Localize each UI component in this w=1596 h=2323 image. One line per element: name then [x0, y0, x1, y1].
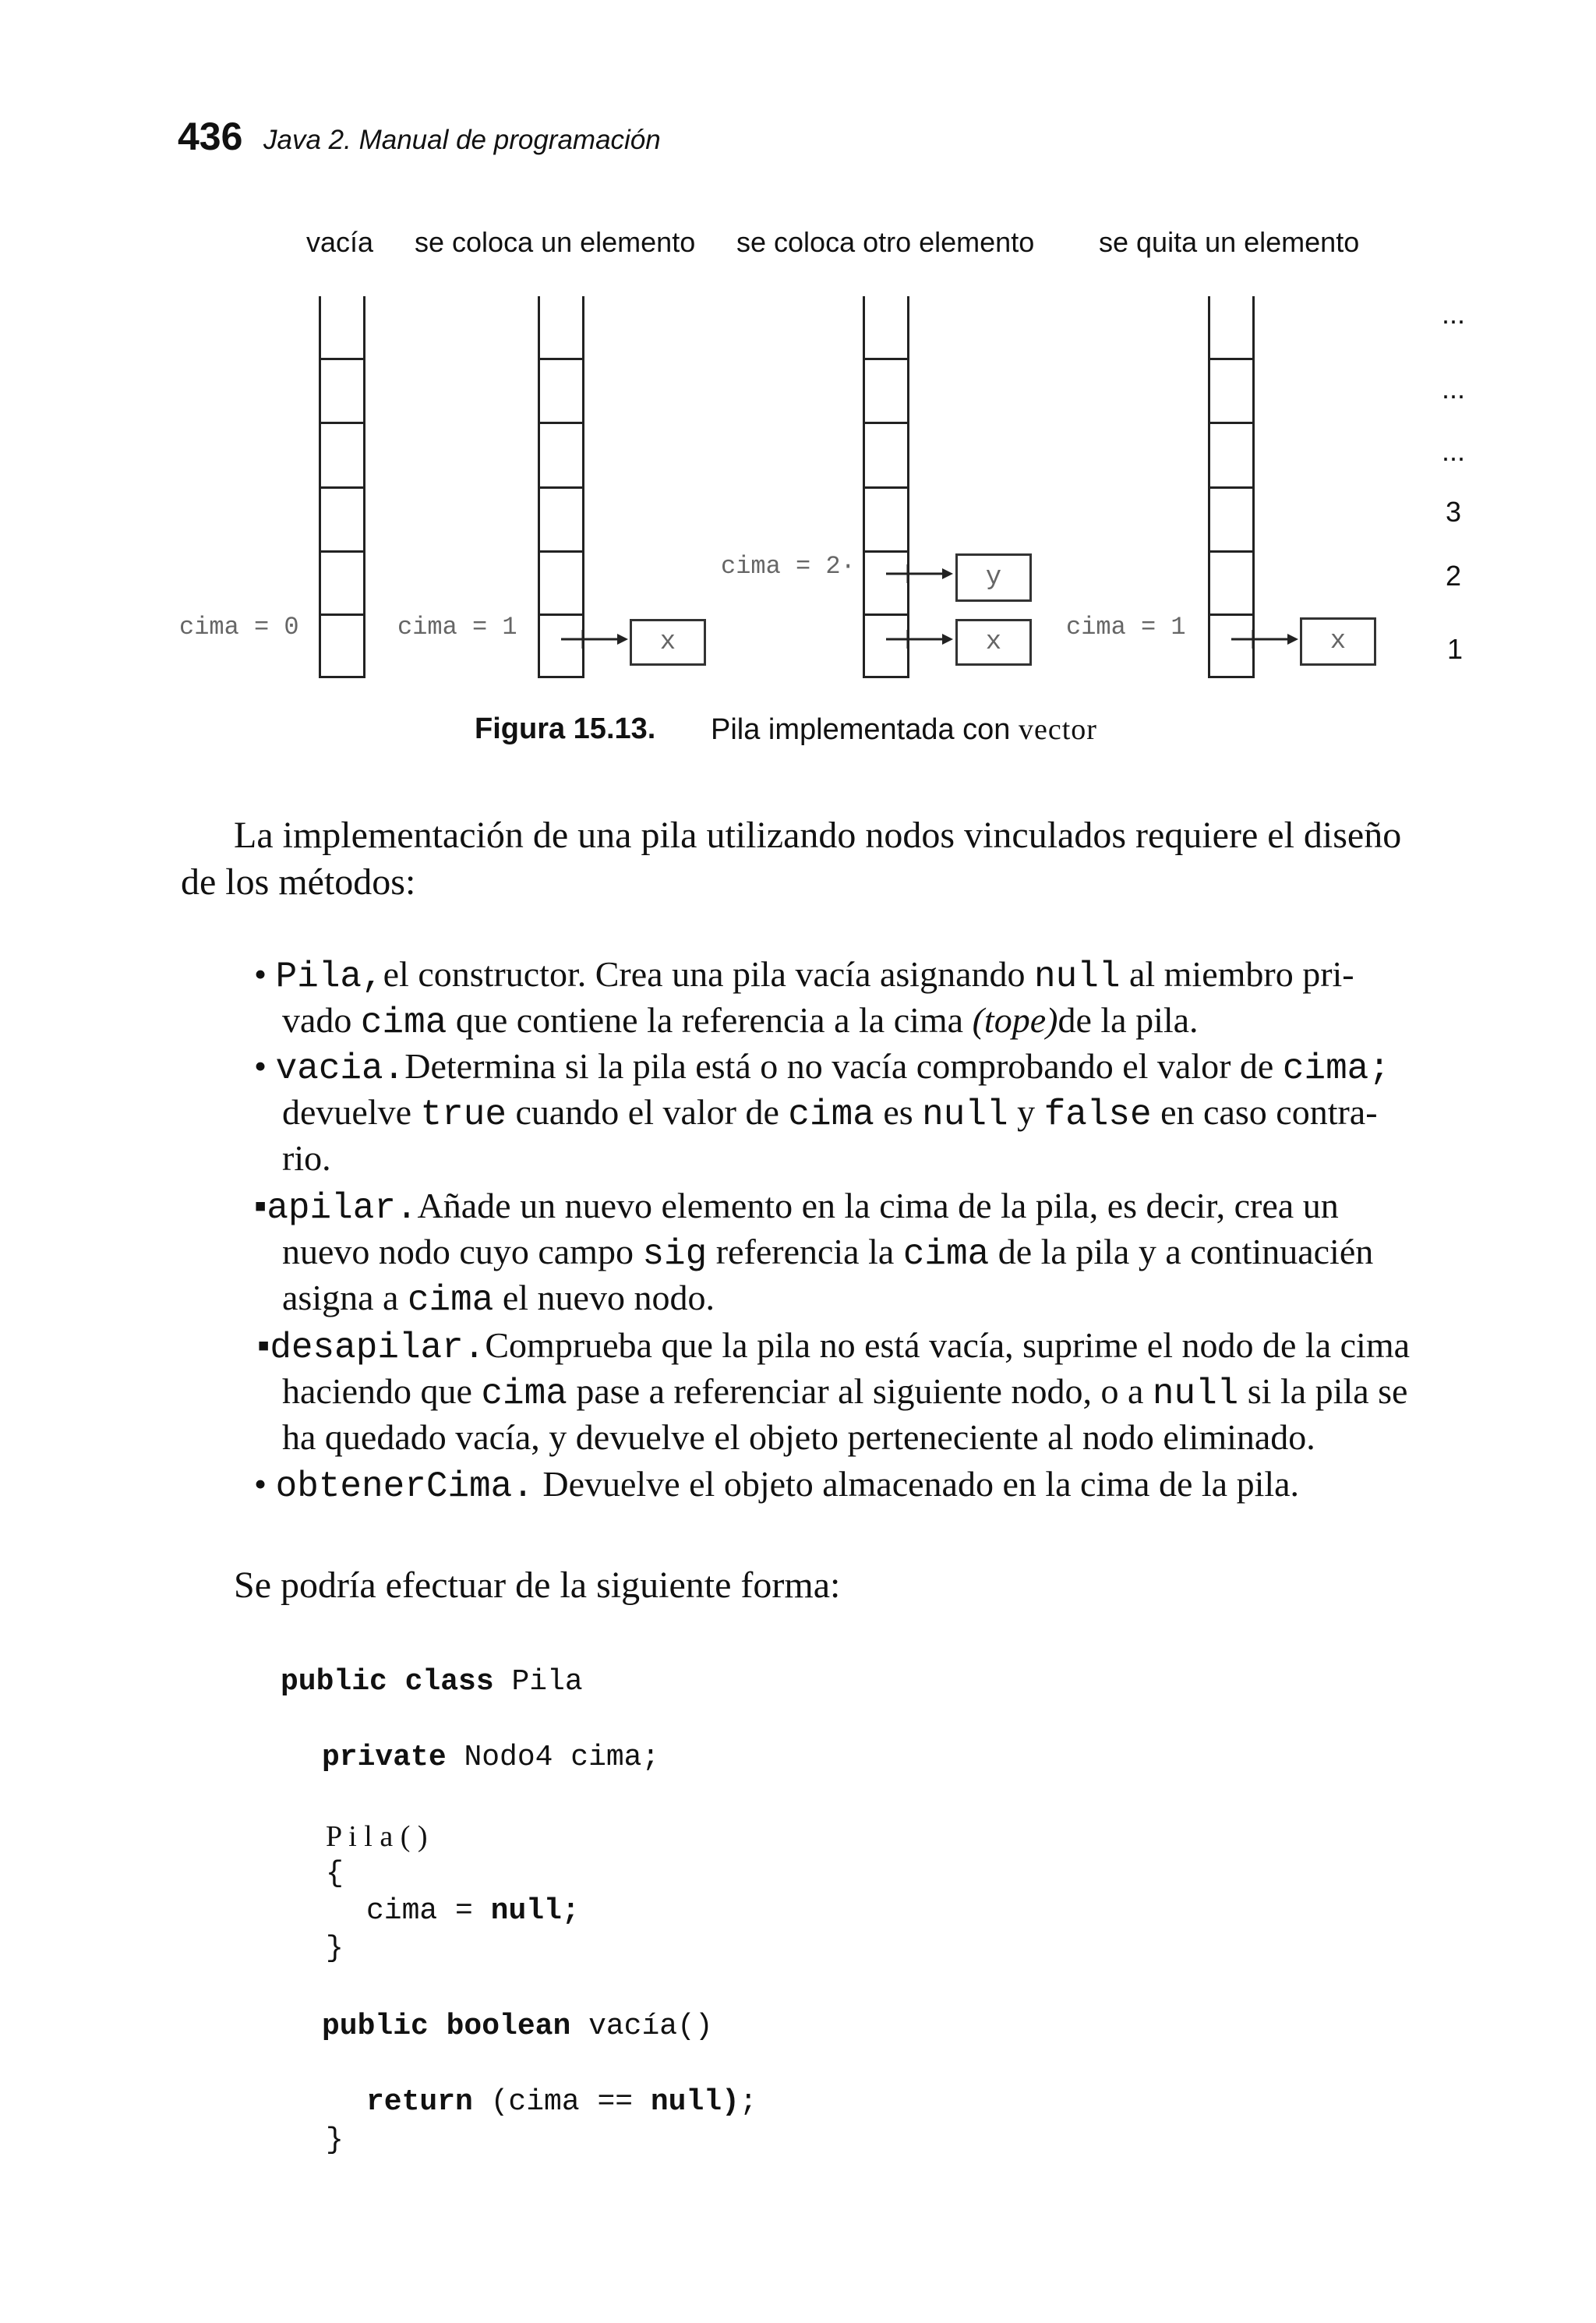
- bullet-apilar-line-3: asigna a cima el nuevo nodo.: [282, 1278, 715, 1321]
- index-label: 1: [1447, 633, 1464, 665]
- index-label: 2: [1446, 560, 1462, 592]
- figure-number: Figura 15.13.: [475, 712, 656, 745]
- element-box: x: [955, 619, 1032, 666]
- bullet-desapilar: ▪desapilar.Comprueba que la pila no está vacía, suprime el nodo de la cima: [257, 1325, 1411, 1368]
- cima-label-0: cima = 0: [179, 613, 299, 642]
- code-line: private Nodo4 cima;: [322, 1741, 660, 1774]
- bullet-apilar-line-2: nuevo nodo cuyo campo sig referencia la cima de la pila y a continuacién: [282, 1232, 1374, 1275]
- stack-after-pop: [1208, 296, 1255, 678]
- arrow-icon: [870, 624, 956, 655]
- code-line: {: [326, 1857, 344, 1890]
- caption-push-another: se coloca otro elemento: [736, 226, 1035, 258]
- caption-pop: se quita un elemento: [1099, 226, 1360, 258]
- index-label: ...: [1442, 298, 1466, 330]
- element-box: y: [955, 553, 1032, 602]
- intro-line-1: La implementación de una pila utilizando nodos vinculados requiere el diseño: [234, 815, 1402, 856]
- bullet-desapilar-line-2: haciendo que cima pase a referenciar al siguiente nodo, o a null si la pila se: [282, 1371, 1408, 1414]
- caption-empty: vacía: [306, 226, 374, 258]
- index-label: ...: [1442, 373, 1466, 405]
- element-box: x: [1300, 617, 1376, 666]
- figure-caption: Pila implementada con vector: [711, 713, 1097, 746]
- code-line: P i l a ( ): [326, 1820, 428, 1853]
- cima-label-1: cima = 1: [397, 613, 517, 642]
- code-line: }: [326, 1932, 344, 1965]
- page-number: 436: [178, 115, 243, 158]
- running-header-title: Java 2. Manual de programación: [263, 125, 661, 155]
- index-label: ...: [1442, 435, 1466, 467]
- lead-sentence: Se podría efectuar de la siguiente forma:: [234, 1565, 841, 1606]
- bullet-obtenercima: • obtenerCima. Devuelve el objeto almacenado en la cima de la pila.: [254, 1464, 1300, 1507]
- element-box: x: [630, 619, 706, 666]
- bullet-vacia-line-2: devuelve true cuando el valor de cima es null y false en caso contra-: [282, 1092, 1378, 1135]
- code-line: }: [326, 2123, 344, 2157]
- bullet-pila-line-2: vado cima que contiene la referencia a la cima (tope)de la pila.: [282, 1000, 1199, 1043]
- arrow-icon: [546, 624, 631, 655]
- stack-two-elements: [863, 296, 909, 678]
- arrow-icon: [870, 558, 956, 589]
- code-line: cima = null;: [366, 1894, 580, 1928]
- bullet-apilar: ▪apilar.Añade un nuevo elemento en la cima de la pila, es decir, crea un: [254, 1186, 1339, 1229]
- bullet-pila: • Pila,el constructor. Crea una pila vacía asignando null al miembro pri-: [254, 954, 1354, 997]
- arrow-icon: [1216, 624, 1301, 655]
- index-label: 3: [1446, 496, 1462, 528]
- code-line: public boolean vacía(): [322, 2010, 713, 2043]
- bullet-vacia-line-3: rio.: [282, 1138, 331, 1178]
- stack-one-element: [538, 296, 584, 678]
- code-line: public class Pila: [281, 1665, 583, 1699]
- caption-push-one: se coloca un elemento: [415, 226, 696, 258]
- intro-line-2: de los métodos:: [181, 861, 416, 903]
- bullet-vacia: • vacia.Determina si la pila está o no vacía comprobando el valor de cima;: [254, 1046, 1390, 1089]
- code-line: return (cima == null);: [366, 2085, 757, 2119]
- stack-empty: [319, 296, 365, 678]
- cima-label-2: cima = 2·: [721, 552, 856, 581]
- bullet-desapilar-line-3: ha quedado vacía, y devuelve el objeto perteneciente al nodo eliminado.: [282, 1417, 1315, 1457]
- cima-label-3: cima = 1: [1066, 613, 1186, 642]
